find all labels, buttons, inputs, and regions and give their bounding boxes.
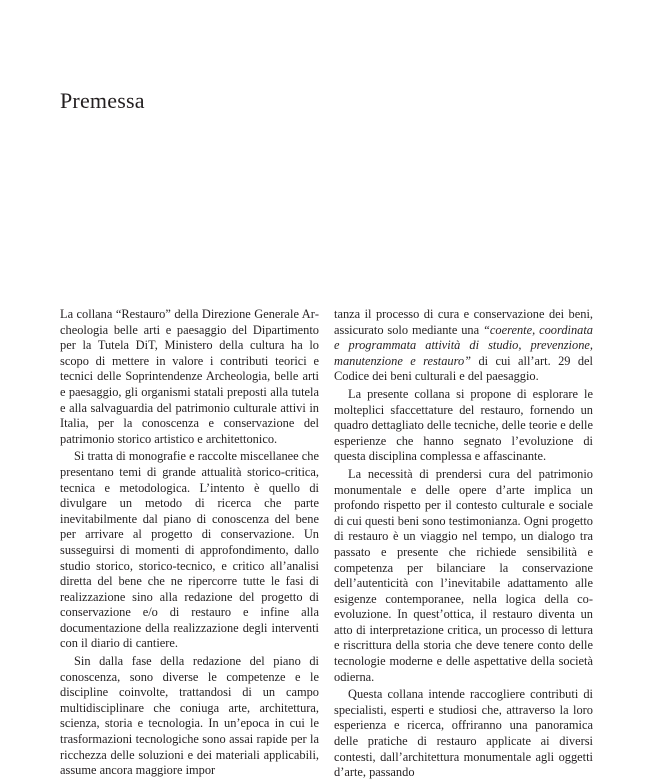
paragraph-text: di cui all’art. 29 del Codice dei beni culturali e del paesaggio. [334,353,593,384]
text-column-right [334,307,593,781]
paragraph: La necessità di prendersi cura del patrimonio monumentale e delle opere d’arte implica un profondo rispetto per il contesto culturale e sociale di cui questi beni sono testimonianza. Ogni progetto di restauro è un viaggio nel tempo, un dialogo tra passato e presente che richiede sensibilità e competenza per bilanciare la conservazione dell’autenticità con l’inevitabile adattamento alle esigenze contemporanee, nella logica della co-evoluzione. In quest’ottica, il restauro diventa un atto di interpretazione critica, un processo di lettura e riscrittura della storia che deve tenere conto delle tecnologie moderne e delle aspettative della società odierna. [334,466,593,684]
paragraph: Questa collana intende raccogliere contributi di specialisti, esperti e studiosi che, attraverso la loro esperienza e ricerca, offriranno una panoramica delle pratiche di restauro applicate ai diversi contesti, dall’architettura monumentale agli oggetti d’arte, passando [334,687,593,780]
quoted-text: “coerente, coordinata e programmata attività di studio, prevenzione, manutenzione e restauro” [334,322,593,368]
paragraph: La presente collana si propone di esplorare le molteplici sfaccettature del restauro, fornendo un quadro dettagliato delle tecniche, delle teorie e delle esperienze che hanno segnato l’evoluzione di questa disciplina complessa e affascinante. [334,386,593,464]
paragraph: Si tratta di monografie e raccolte miscellanee che presentano temi di grande attualità storico-critica, tecnica e metodologica. L’intento è quello di divulgare un metodo di ricerca che parte inevitabilmente dal piano di conoscenza del bene per arrivare al progetto di conservazione. Un susseguirsi di momenti di approfondimento, dallo studio storico, storico-tecnico, e critico all’analisi diretta del bene che ne ripercorre tutte le fasi di realizzazione sino alla redazione del progetto di conservazione e/o di restauro e infine alla documentazione della realizzazione degli interventi con il diario di cantiere. [60,449,319,651]
text-column-left [60,307,319,779]
paragraph: La collana “Restauro” della Direzione Generale Archeologia belle arti e paesaggio del Dipartimento per la Tutela DiT, Ministero della cultura ha lo scopo di mettere in valore i contributi teorici e tecnici delle Soprintendenze Archeologia, belle arti e paesaggio, gli organismi statali preposti alla tutela e alla salvaguardia del patrimonio culturale attivi in Italia, per la conoscenza e conservazione del patrimonio storico artistico e architettonico. [60,307,319,446]
page-title: Premessa [60,88,145,113]
paragraph-text: tanza il processo di cura e conservazione dei beni, assicurato solo mediante una [334,307,593,337]
paragraph: Sin dalla fase della redazione del piano di conoscenza, sono diverse le competenze e le discipline coinvolte, trattandosi di un campo multidisciplinare che coniuga arte, architettura, scienza, storia e tecnologia. In un’epoca in cui le trasformazioni tecnologiche sono assai rapide per la ricchezza delle soluzioni e dei materiali applicabili, assume ancora maggiore impor [60,654,319,778]
paragraph [334,307,593,385]
